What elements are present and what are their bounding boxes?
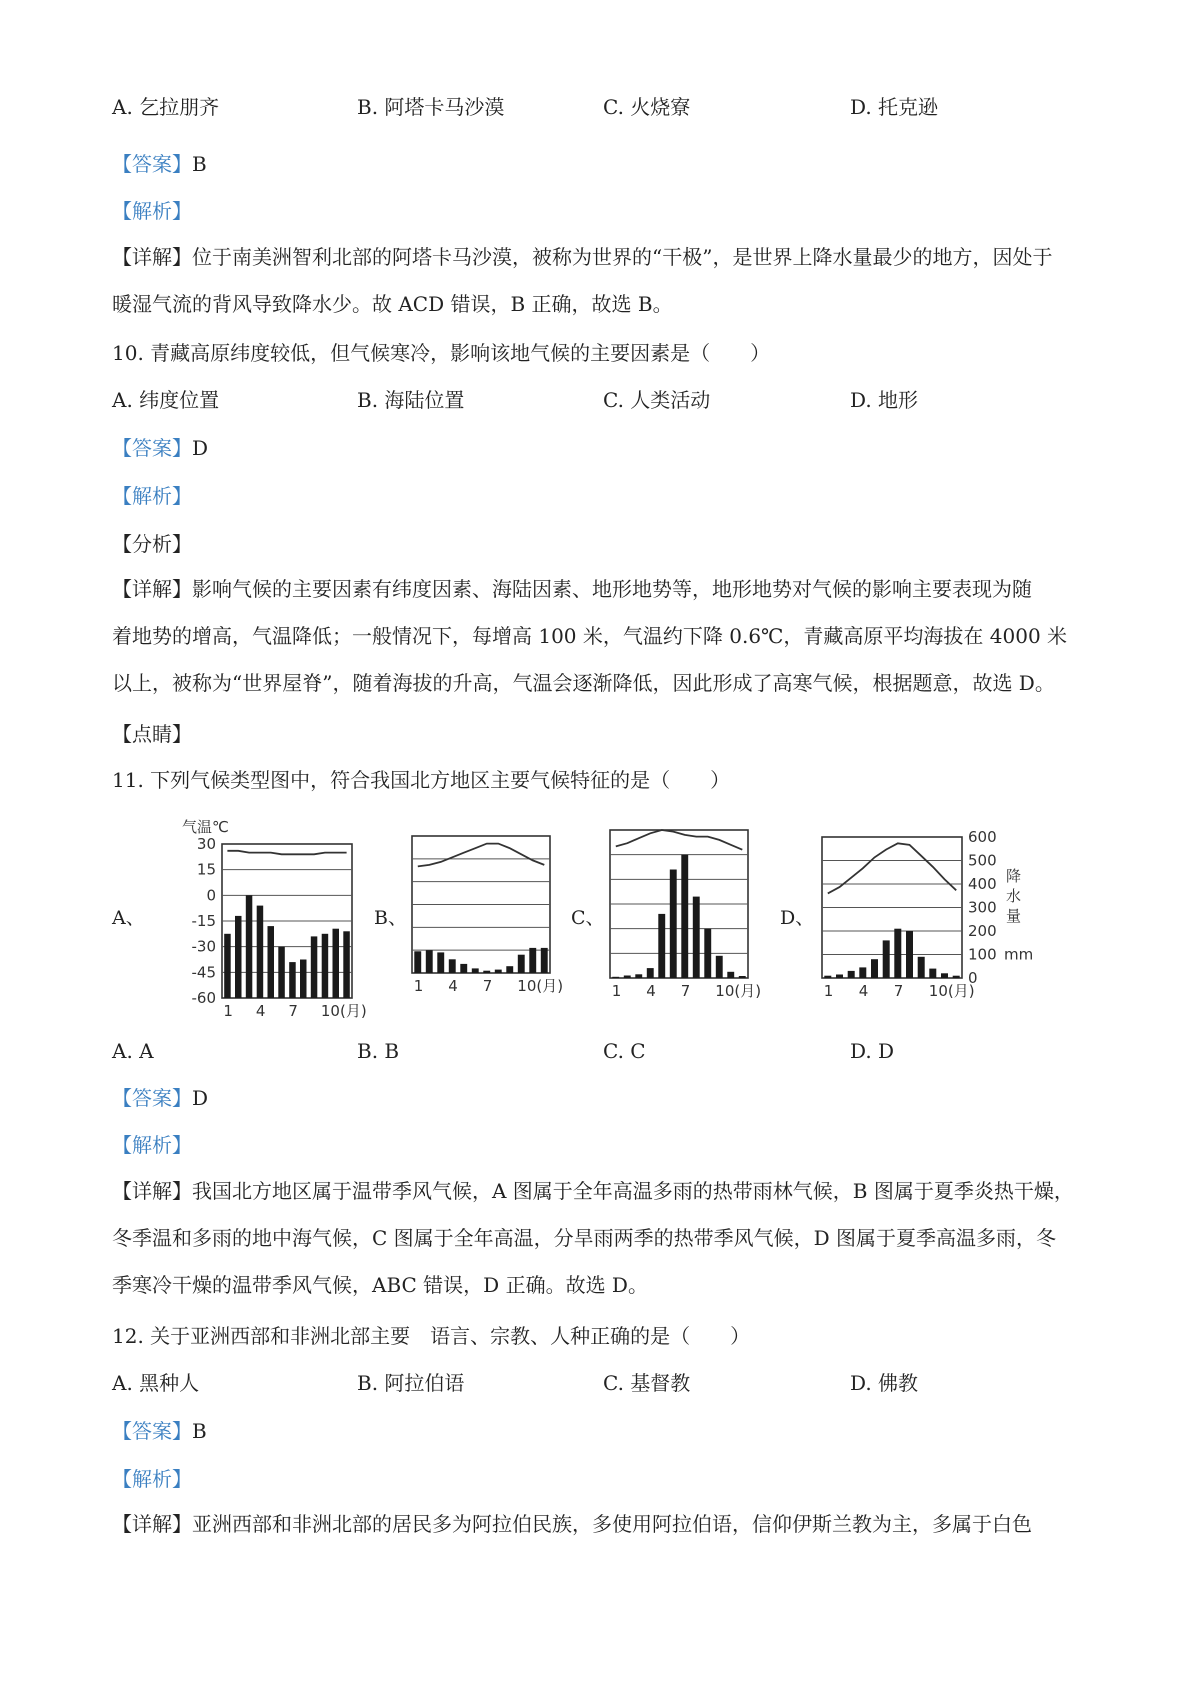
temp-tick-label: -60: [191, 989, 216, 1007]
q10-option-d: D. 地形: [850, 388, 919, 412]
x-tick-label: 1: [611, 982, 622, 1000]
precip-bar: [268, 926, 275, 998]
precip-tick-label: 500: [968, 851, 997, 870]
climate-chart-b: [412, 836, 563, 995]
chart-b-label: B、: [374, 907, 407, 929]
precip-unit: mm: [1004, 945, 1034, 964]
precip-bar: [246, 895, 253, 998]
detail-line: 季寒冷干燥的温带季风气候，ABC 错误，D 正确。故选 D。: [112, 1273, 648, 1297]
q10-dianjing-label: 【点睛】: [112, 722, 192, 746]
q10-question: 10. 青藏高原纬度较低，但气候寒冷，影响该地气候的主要因素是（ ）: [112, 341, 771, 365]
q10-option-a: A. 纬度位置: [112, 388, 220, 412]
detail-line: [112, 1501, 1102, 1548]
detail-line: [112, 234, 1102, 281]
answer-value: B: [192, 1419, 207, 1443]
precip-axis-title: 量: [1006, 907, 1022, 925]
detail-label: 【详解】: [112, 1512, 192, 1536]
climate-charts: [0, 810, 1200, 1020]
precip-bar: [495, 970, 502, 973]
precip-bar: [941, 973, 948, 978]
answer-label: 【答案】: [112, 1086, 192, 1110]
temp-line: [616, 830, 743, 850]
chart-c-label: C、: [571, 907, 605, 929]
precip-bar: [681, 855, 688, 978]
q9-option-b: B. 阿塔卡马沙漠: [357, 95, 505, 119]
answer-label: 【答案】: [112, 1419, 192, 1443]
x-tick-label: 7: [288, 1002, 298, 1020]
precip-bar: [716, 956, 723, 978]
precip-bar: [437, 952, 444, 973]
detail-text: 位于南美洲智利北部的阿塔卡马沙漠，被称为世界的“干极”，是世界上降水量最少的地方，因处于: [192, 245, 1053, 269]
climate-chart-d: [822, 828, 1033, 1000]
precip-tick-label: 0: [968, 969, 978, 987]
precip-bar: [953, 976, 960, 978]
q11-option-d: D. D: [850, 1039, 895, 1063]
detail-line: 以上，被称为“世界屋脊”，随着海拔的升高，气温会逐渐降低，因此形成了高寒气候，根据题意，故选 D。: [112, 671, 1055, 695]
precip-tick-label: 600: [968, 828, 997, 846]
temp-tick-label: -15: [191, 912, 216, 930]
x-tick-label: 4: [255, 1002, 266, 1020]
answer-value: B: [192, 152, 207, 176]
precip-bar: [322, 934, 329, 998]
precip-tick-label: 100: [968, 945, 997, 964]
climate-chart-a: [182, 818, 367, 1020]
precip-bar: [289, 962, 296, 998]
x-tick-label: 4: [646, 982, 656, 1000]
precip-bar: [278, 947, 285, 998]
precip-bar: [918, 957, 925, 978]
precip-bar: [883, 940, 890, 978]
precip-bar: [693, 897, 700, 978]
q12-option-c: C. 基督教: [603, 1371, 691, 1395]
precip-bar: [472, 968, 479, 973]
q10-option-b: B. 海陆位置: [357, 388, 465, 412]
q9-option-a: A. 乞拉朋齐: [112, 95, 220, 119]
answer-value: D: [192, 436, 209, 460]
precip-bar: [670, 870, 677, 979]
q11-option-a: A. A: [112, 1039, 154, 1063]
q9-option-d: D. 托克逊: [850, 95, 939, 119]
x-tick-label: 10(月): [320, 1002, 367, 1020]
detail-text: 影响气候的主要因素有纬度因素、海陆因素、地形地势等，地形地势对气候的影响主要表现为随: [192, 577, 1032, 601]
answer-value: D: [192, 1086, 209, 1110]
precip-bar: [848, 971, 855, 978]
precip-bar: [727, 972, 734, 978]
q9-answer: [112, 151, 207, 177]
x-tick-label: 7: [680, 982, 691, 1000]
temp-tick-label: 0: [206, 886, 216, 905]
q11-answer: [112, 1085, 208, 1111]
q11-question: 11. 下列气候类型图中，符合我国北方地区主要气候特征的是（ ）: [112, 768, 731, 792]
q10-option-c: C. 人类活动: [603, 388, 711, 412]
q9-detail: [112, 234, 1102, 328]
temp-line: [828, 843, 956, 893]
detail-label: 【详解】: [112, 577, 192, 601]
precip-tick-label: 400: [968, 875, 997, 893]
temp-axis-title: 气温℃: [182, 818, 229, 836]
precip-bar: [658, 914, 665, 978]
x-tick-label: 10(月): [928, 982, 975, 1000]
precip-bar: [257, 906, 264, 998]
q11-analysis-label: 【解析】: [112, 1133, 192, 1157]
precip-bar: [506, 966, 513, 973]
precip-bar: [414, 951, 421, 973]
q12-option-b: B. 阿拉伯语: [357, 1371, 465, 1395]
answer-label: 【答案】: [112, 152, 192, 176]
x-tick-label: 4: [448, 977, 458, 995]
temp-line: [227, 851, 346, 855]
precip-tick-label: 200: [968, 922, 997, 940]
precip-bar: [612, 977, 619, 978]
precip-bar: [235, 916, 242, 998]
detail-line: 暖湿气流的背风导致降水少。故 ACD 错误，B 正确，故选 B。: [112, 292, 673, 316]
q12-option-d: D. 佛教: [850, 1371, 919, 1395]
precip-bar: [311, 936, 318, 998]
precip-bar: [824, 976, 831, 978]
precip-bar: [333, 929, 340, 998]
q11-option-b: B. B: [357, 1039, 400, 1063]
x-tick-label: 1: [823, 982, 834, 1000]
precip-bar: [871, 959, 878, 978]
temp-line: [418, 844, 545, 867]
precip-bar: [739, 976, 746, 978]
detail-line: 着地势的增高，气温降低；一般情况下，每增高 100 米，气温约下降 0.6℃，青藏高原平均海拔在 4000 米: [112, 624, 1068, 648]
q12-question: 12. 关于亚洲西部和非洲北部主要 语言、宗教、人种正确的是（ ）: [112, 1324, 751, 1348]
q10-answer: [112, 435, 208, 461]
q10-detail: [112, 566, 1102, 707]
precip-bar: [300, 960, 307, 999]
precip-axis-title: 降: [1006, 867, 1022, 885]
precip-bar: [859, 967, 866, 978]
x-tick-label: 7: [482, 977, 493, 995]
q12-detail: [112, 1501, 1102, 1548]
answer-label: 【答案】: [112, 436, 192, 460]
temp-tick-label: 15: [196, 860, 216, 879]
precip-axis-title: 水: [1006, 887, 1022, 905]
detail-label: 【详解】: [112, 245, 192, 269]
temp-tick-label: -30: [191, 937, 216, 956]
q12-option-a: A. 黑种人: [112, 1371, 200, 1395]
q10-analysis-label: 【解析】: [112, 484, 192, 508]
climate-chart-c: [610, 830, 761, 1000]
x-tick-label: 10(月): [517, 977, 564, 995]
precip-bar: [836, 975, 843, 979]
x-tick-label: 1: [413, 977, 424, 995]
detail-line: [112, 1168, 1102, 1215]
q9-analysis-label: 【解析】: [112, 199, 192, 223]
precip-bar: [635, 974, 642, 978]
precip-bar: [343, 931, 350, 998]
precip-bar: [704, 929, 711, 978]
x-tick-label: 4: [858, 982, 869, 1000]
x-tick-label: 1: [223, 1002, 233, 1020]
precip-bar: [483, 971, 490, 973]
precip-bar: [624, 976, 631, 979]
precip-bar: [529, 948, 536, 973]
q10-fenxi-label: 【分析】: [112, 532, 192, 556]
precip-bar: [224, 934, 231, 998]
detail-label: 【详解】: [112, 1179, 192, 1203]
precip-bar: [518, 955, 525, 973]
chart-a-label: A、: [112, 907, 145, 929]
q11-option-c: C. C: [603, 1039, 646, 1063]
temp-tick-label: 30: [196, 835, 216, 853]
temp-tick-label: -45: [191, 963, 216, 982]
precip-bar: [647, 968, 654, 978]
detail-text: 我国北方地区属于温带季风气候，A 图属于全年高温多雨的热带雨林气候，B 图属于夏季炎热干燥，: [192, 1179, 1074, 1203]
precip-bar: [449, 959, 456, 973]
q12-analysis-label: 【解析】: [112, 1467, 192, 1491]
detail-text: 亚洲西部和非洲北部的居民多为阿拉伯民族，多使用阿拉伯语，信仰伊斯兰教为主，多属于白色: [192, 1512, 1032, 1536]
detail-line: [112, 566, 1102, 613]
precip-tick-label: 300: [968, 898, 997, 917]
precip-bar: [906, 931, 913, 978]
precip-bar: [541, 948, 548, 973]
precip-bar: [460, 964, 467, 973]
q12-answer: [112, 1418, 207, 1444]
chart-d-label: D、: [780, 907, 815, 929]
precip-bar: [426, 950, 433, 973]
precip-bar: [894, 929, 901, 978]
x-tick-label: 7: [893, 982, 904, 1000]
x-tick-label: 10(月): [715, 982, 762, 1000]
q11-detail: [112, 1168, 1102, 1309]
precip-bar: [929, 969, 936, 978]
detail-line: 冬季温和多雨的地中海气候，C 图属于全年高温，分旱雨两季的热带季风气候，D 图属于夏季高温多雨，冬: [112, 1226, 1057, 1250]
q9-option-c: C. 火烧寮: [603, 95, 691, 119]
